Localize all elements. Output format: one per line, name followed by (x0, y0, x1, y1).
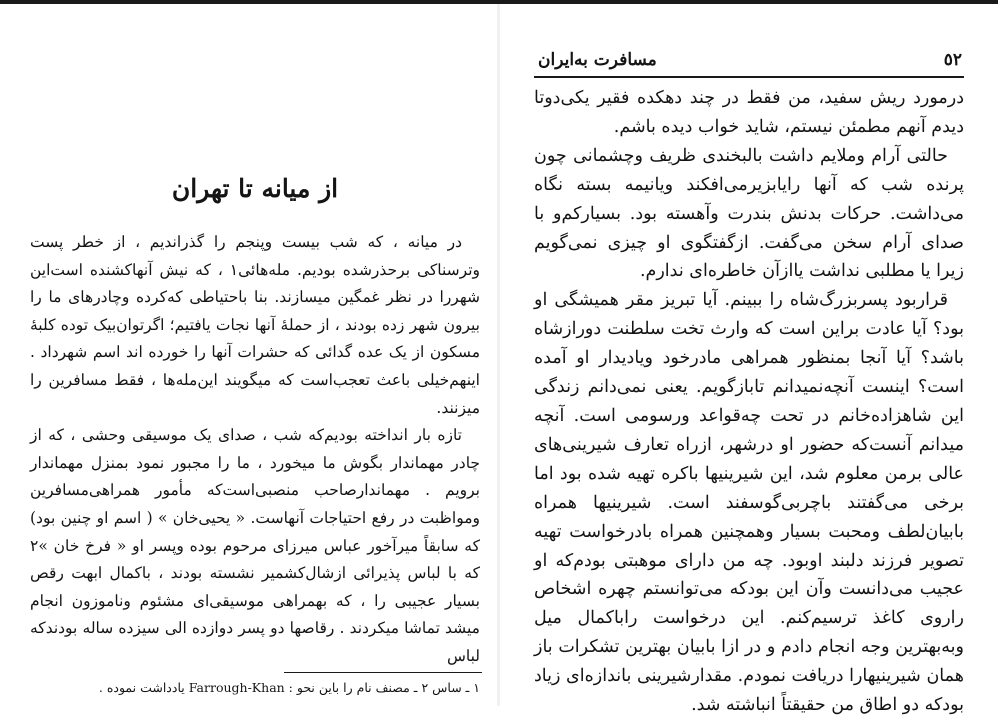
right-page-body (534, 84, 964, 716)
page-number: ٥٢ (943, 50, 962, 70)
left-paragraph-2: تازه بار انداخته بودیم‌که شب ، صدای یک موسیقی وحشی ، که از چادر مهماندار بگوش ما میخورد ، ما را مجبور نمود بمنزل مهماندار برویم . مهماندارصاحب منصبی‌است‌که مأمور همراهی‌مسافرین ومواظبت در رفع احتیاجات آنهاست. « یحیی‌خان » ( اسم او چنین بود) که سابقاً میرآخور عباس میرزای مرحوم بوده وپسر او « فرخ خان »۲ که با لباس پذیرائی ازشال‌کشمیر نشسته بودند ، باکمال ابهت رقص بسیار عجیبی را ، که بهمراهی موسیقی‌ای مشئوم وناموزون انجام میشد تماشا میکردند . رقاصها دو پسر دوازده الی سیزده ساله بودندکه لباس (30, 426, 480, 665)
left-page-body (30, 229, 480, 666)
book-gutter (497, 4, 500, 706)
right-paragraph-2: حالتی آرام وملایم داشت بالبخندی ظریف وچشمانی چون پرنده شب که آنها رایابزیرمی‌افکند ویانیمه بسته نگاه می‌داشت. حرکات بدنش بندرت وآهسته بود. بسیارکم‌و با صدای آرام سخن می‌گفت. ازگفتگوی او چیزی نمی‌گویم زیرا یا مطلبی نداشت یاازآن خاطره‌ای ندارم. (534, 145, 964, 282)
left-paragraph-1: در میانه ، که شب بیست وپنجم را گذراندیم ، از خطر پست وترسناکی برحذرشده بودیم. مله‌هائی۱ ، که نیش آنهاکشنده است‌این شهررا در نظر غمگین میسازند. بنا باحتیاطی که‌کرده وچادرهای ما را بیرون شهر زده بودند ، از حملهٔ آنها نجات یافتیم؛ اگرتوان‌بیک توده کلبهٔ مسکون از یک عده گدائی که حشرات آنها را خورده اند اسم شهرداد . اینهم‌خیلی باعث تعجب‌است که میگویند این‌مله‌ها ، فقط مسافرین را میزنند. (30, 233, 480, 417)
header-rule (534, 76, 964, 78)
right-page-header (534, 46, 964, 78)
chapter-title: از میانه تا تهران (171, 174, 339, 203)
footnote-rule (284, 672, 482, 673)
footnote: ۱ ـ ساس ۲ ـ مصنف نام را باین نحو : Farrough-Khan یادداشت نموده . (98, 680, 480, 695)
running-title: مسافرت به‌ایران (538, 50, 657, 70)
right-paragraph-3: قرار‌بود پسربزرگ‌شاه را ببینم. آیا تبریز مقر همیشگی او بود؟ آیا عادت براین است که وارث تخت سلطنت دورازشاه باشد؟ آیا آنجا بمنظور همراهی مادرخود ویادیدار او آمده است؟ اینست آنچه‌نمیدانم تاباز‌گویم. یعنی نمی‌دانم زندگی این شاهزاده‌خانم در تحت چه‌قواعد و‌رسومی است. آنچه میدانم آنست‌که حضور او درشهر، ازراه تعارف شیرینی‌های عالی برمن معلوم شد، این شیرینیها باکره تهیه شده بود اما برخی می‌گفتند باچربی‌گوسفند است. شیرینیها همراه بابیان‌لطف ومحبت بسیار وهمچنین همراه بادرخواست تهیه تصویر فرزند دلبند اوبود. چه من دارای موهبتی بودم‌که او عجیب می‌دانست وآن این بود‌که می‌توانستم چهره اشخاص راروی کاغذ ترسیم‌کنم. این درخواست رابا‌کمال میل وبه‌بهترین وجه انجام دادم و در ازا بابیان بهترین تشکرات باز همان شیرینیهارا دریافت نمودم. مقدارشیرینی باندازه‌ای زیاد بود‌که دو اطاق من حقیقتاً انباشته شد. (534, 290, 964, 716)
right-paragraph-1: درمورد ریش سفید، من فقط در چند دهکده فقیر یکی‌دوتا دیدم آنهم مطمئن نیستم، شاید خواب دیده باشم. (534, 88, 964, 137)
